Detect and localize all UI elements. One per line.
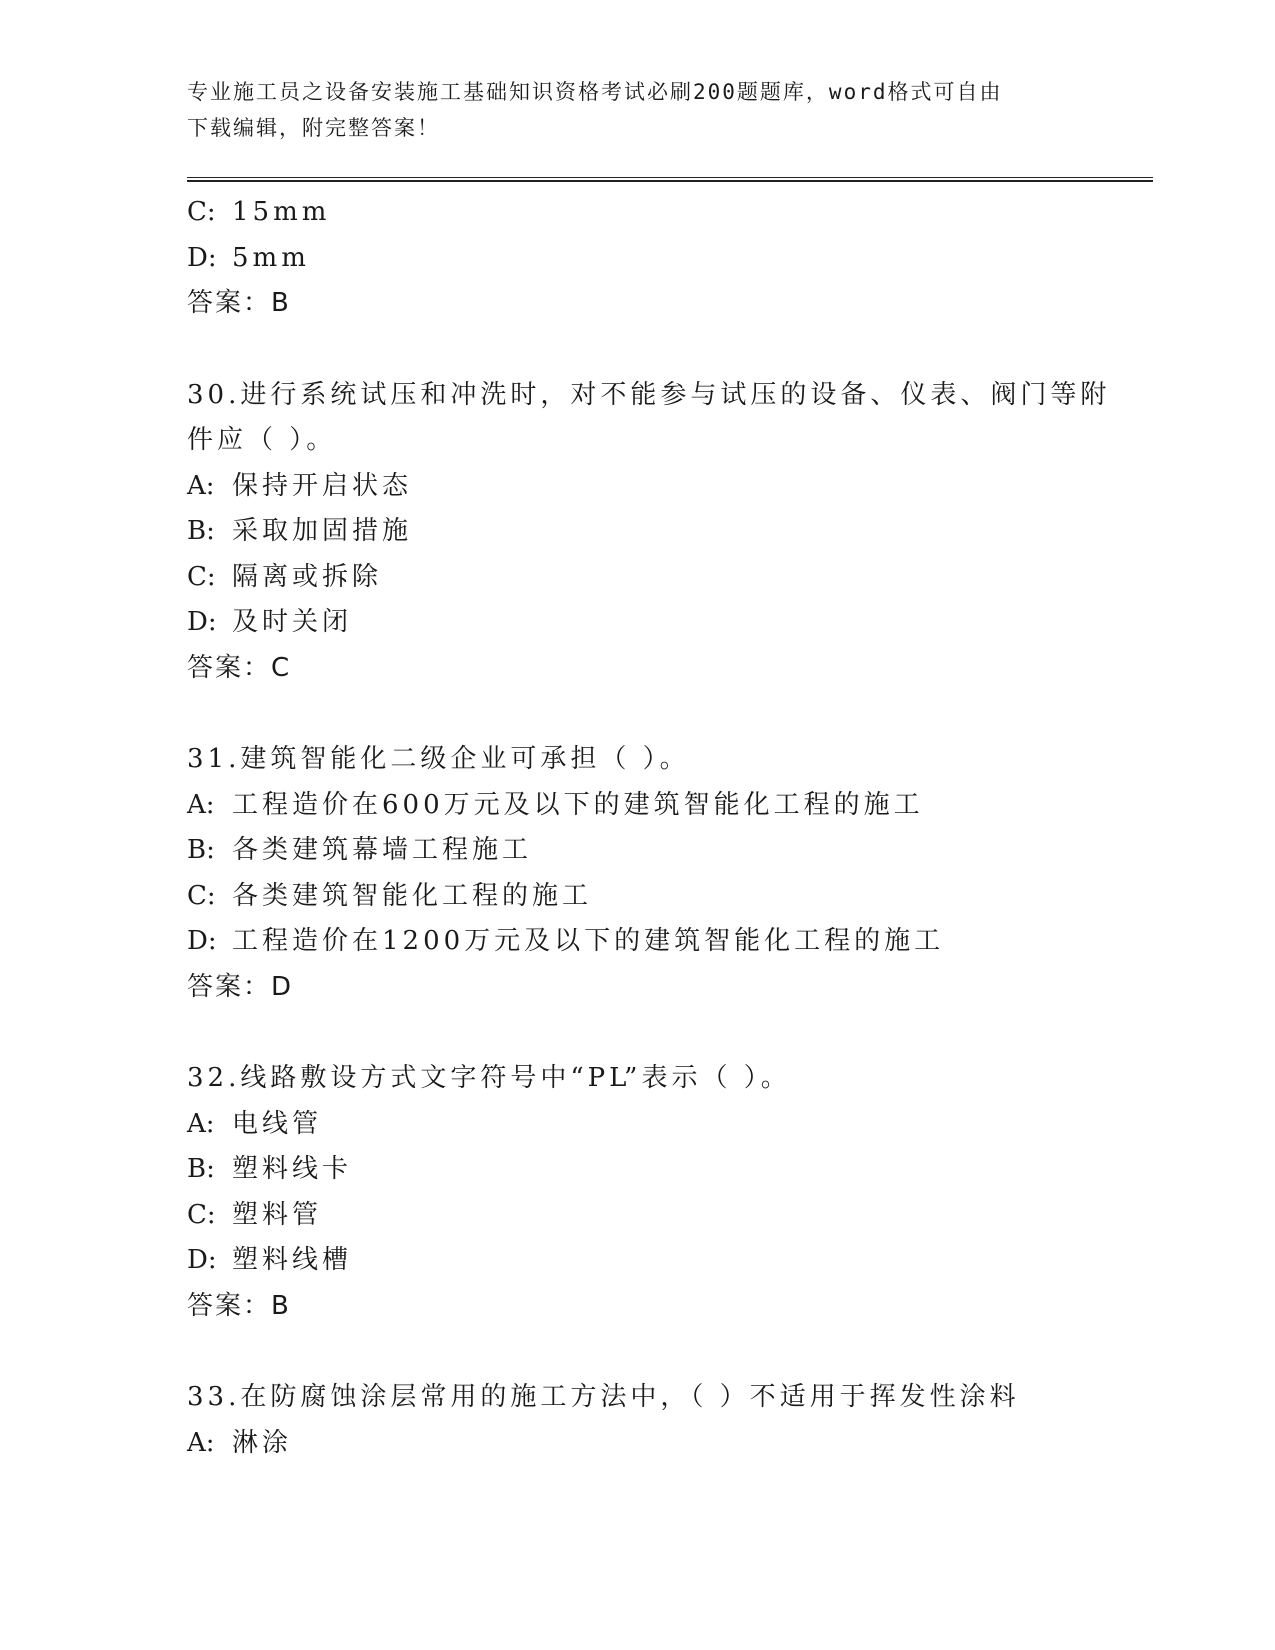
option-row: [187, 828, 1147, 874]
option-text: 15mm: [232, 197, 331, 227]
option-key: B:: [187, 835, 215, 865]
header-line-2: 下载编辑，附完整答案！: [187, 116, 440, 140]
document-header: [187, 74, 1067, 146]
option-text: 隔离或拆除: [232, 561, 383, 592]
option-key: A:: [187, 470, 215, 501]
option-key: C:: [187, 880, 216, 911]
question-stem: 30.进行系统试压和冲洗时，对不能参与试压的设备、仪表、阀门等附: [187, 379, 1111, 410]
option-key: C:: [187, 1199, 216, 1230]
header-line-1: 专业施工员之设备安装施工基础知识资格考试必刷200题题库，word格式可自由: [187, 80, 1003, 104]
question-spacer: [187, 1329, 1147, 1375]
question-33: [187, 1375, 1147, 1466]
answer-line: 答案：B: [187, 288, 291, 318]
question-29-tail: [187, 190, 1147, 327]
option-key: A:: [187, 1427, 215, 1458]
option-text: 各类建筑智能化工程的施工: [232, 880, 593, 911]
option-row: [187, 1238, 1147, 1284]
header-divider-thin: [187, 177, 1153, 178]
header-divider-thick: [187, 180, 1153, 182]
option-text: 电线管: [232, 1108, 323, 1139]
option-text: 各类建筑幕墙工程施工: [232, 835, 533, 865]
question-30: [187, 373, 1147, 692]
question-list: [187, 190, 1147, 1466]
option-row: [187, 783, 1147, 829]
option-key: D:: [187, 1245, 217, 1275]
option-text: 淋涂: [232, 1427, 293, 1458]
option-key: D:: [187, 607, 217, 637]
option-text: 塑料线槽: [232, 1245, 353, 1275]
option-row: [187, 464, 1147, 510]
option-text: 工程造价在1200万元及以下的建筑智能化工程的施工: [232, 926, 945, 956]
question-31: [187, 737, 1147, 1010]
option-key: C:: [187, 561, 216, 592]
option-key: C:: [187, 197, 216, 227]
option-key: A:: [187, 789, 215, 820]
option-row: [187, 1421, 1147, 1467]
option-row: [187, 555, 1147, 601]
answer-line: 答案：D: [187, 971, 294, 1002]
option-row: [187, 236, 1147, 282]
question-stem: 31.建筑智能化二级企业可承担（ ）。: [187, 744, 690, 774]
question-spacer: [187, 327, 1147, 373]
option-key: B:: [187, 516, 215, 546]
option-text: 塑料线卡: [232, 1154, 353, 1184]
option-key: D:: [187, 926, 217, 956]
option-row: [187, 190, 1147, 236]
option-row: [187, 1147, 1147, 1193]
question-stem: 32.线路敷设方式文字符号中“PL”表示（ ）。: [187, 1063, 791, 1093]
option-key: A:: [187, 1108, 215, 1139]
option-text: 5mm: [232, 242, 310, 273]
option-row: [187, 874, 1147, 920]
question-spacer: [187, 691, 1147, 737]
option-row: [187, 1102, 1147, 1148]
option-row: [187, 919, 1147, 965]
option-text: 及时关闭: [232, 607, 353, 637]
option-key: D:: [187, 242, 217, 273]
option-row: [187, 1193, 1147, 1239]
question-spacer: [187, 1010, 1147, 1056]
option-row: [187, 600, 1147, 646]
option-text: 采取加固措施: [232, 516, 413, 546]
option-text: 保持开启状态: [232, 470, 413, 501]
answer-line: 答案：B: [187, 1290, 291, 1321]
question-32: [187, 1056, 1147, 1329]
question-stem: 33.在防腐蚀涂层常用的施工方法中，（ ）不适用于挥发性涂料: [187, 1382, 1020, 1412]
question-stem-continued: 件应（ ）。: [187, 425, 337, 455]
option-row: [187, 509, 1147, 555]
option-text: 塑料管: [232, 1199, 323, 1230]
option-key: B:: [187, 1154, 215, 1184]
answer-line: 答案：C: [187, 652, 292, 683]
option-text: 工程造价在600万元及以下的建筑智能化工程的施工: [232, 789, 924, 820]
